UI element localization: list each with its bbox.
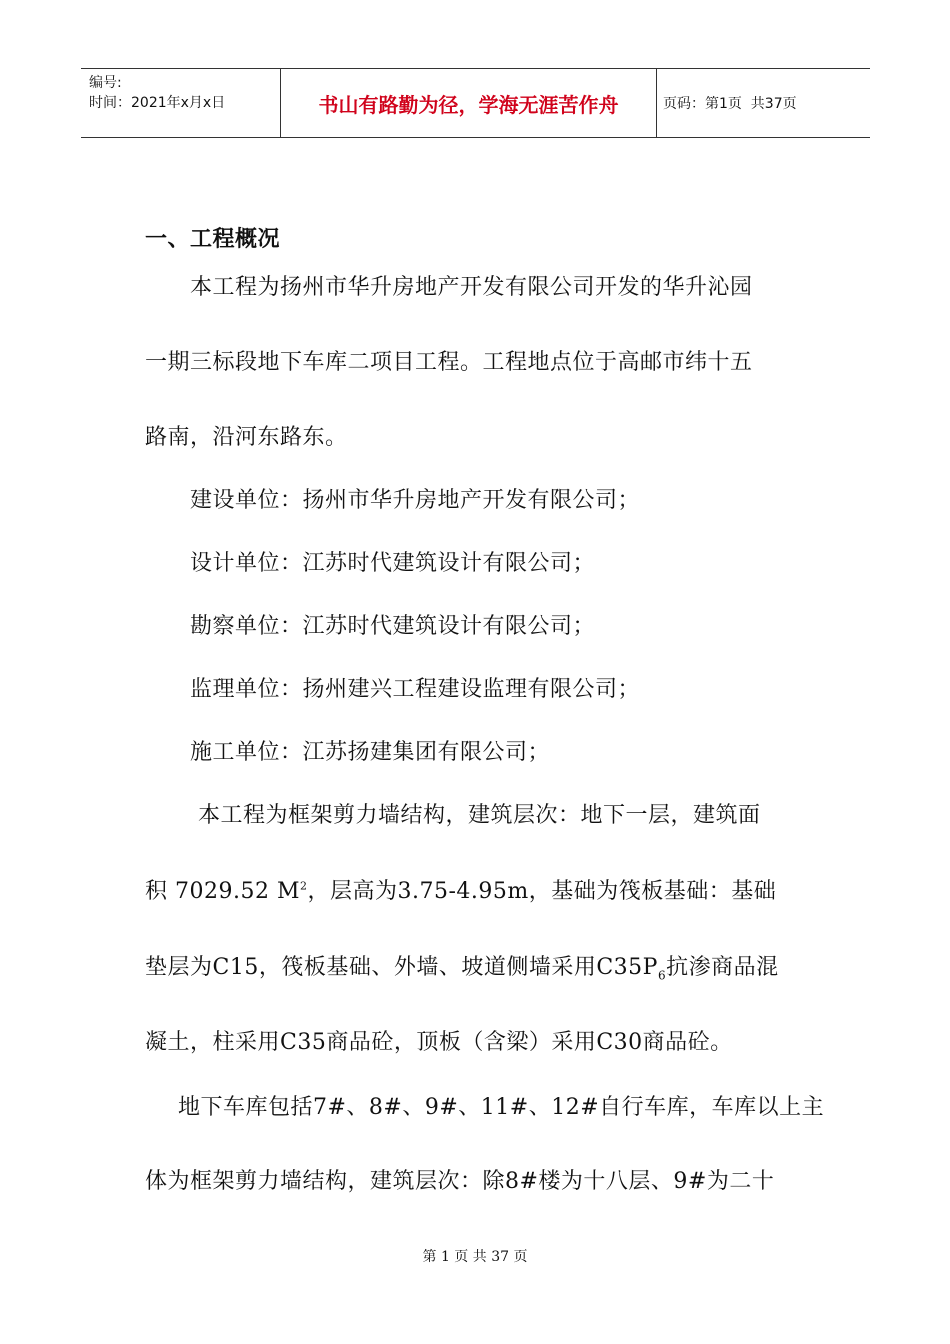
document-number-label: 编号:: [89, 75, 122, 91]
supervision-unit: 监理单位：扬州建兴工程建设监理有限公司；: [190, 677, 641, 702]
paragraph-2-line-3: [145, 950, 779, 982]
area-text: 积 7029.52 M: [145, 879, 300, 904]
header-page-info: [657, 69, 870, 137]
construction-unit: 施工单位：江苏扬建集团有限公司；: [190, 740, 551, 765]
paragraph-3-line-2: 体为框架剪力墙结构，建筑层次：除8#楼为十八层、9#为二十: [145, 1169, 775, 1194]
paragraph-1-line-3: 路南，沿河东路东。: [145, 425, 348, 450]
survey-unit: 勘察单位：江苏时代建筑设计有限公司；: [190, 614, 596, 639]
concrete-grade-text: 垫层为C15，筏板基础、外墙、坡道侧墙采用C35P: [145, 955, 658, 980]
concrete-type-text: 抗渗商品混: [666, 955, 779, 980]
paragraph-1-line-1: 本工程为扬州市华升房地产开发有限公司开发的华升沁园: [190, 275, 753, 300]
floor-height-text: ，层高为3.75-4.95m，基础为筏板基础：基础: [307, 879, 777, 904]
paragraph-2-line-2: [145, 874, 776, 905]
paragraph-2-line-4: 凝土，柱采用C35商品砼，顶板（含梁）采用C30商品砼。: [145, 1030, 733, 1055]
design-unit: 设计单位：江苏时代建筑设计有限公司；: [190, 551, 596, 576]
document-time-label: 时间：2021年x月x日: [89, 95, 226, 111]
impermeability-subscript: 6: [657, 968, 667, 983]
document-header: [81, 68, 870, 138]
owner-unit: 建设单位：扬州市华升房地产开发有限公司；: [190, 488, 641, 513]
paragraph-2-line-1: 本工程为框架剪力墙结构，建筑层次：地下一层，建筑面: [198, 803, 761, 828]
header-motto: 书山有路勤为径，学海无涯苦作舟: [281, 69, 657, 137]
header-page-label: 页码：第1页 共37页: [663, 96, 797, 112]
section-heading: 一、工程概况: [145, 227, 281, 252]
header-meta: [81, 69, 281, 137]
area-unit-superscript: 2: [300, 879, 308, 893]
paragraph-1-line-2: 一期三标段地下车库二项目工程。工程地点位于高邮市纬十五: [145, 350, 753, 375]
paragraph-3-line-1: 地下车库包括7#、8#、9#、11#、12#自行车库，车库以上主: [178, 1095, 825, 1120]
page-footer: 第 1 页 共 37 页: [422, 1249, 528, 1265]
